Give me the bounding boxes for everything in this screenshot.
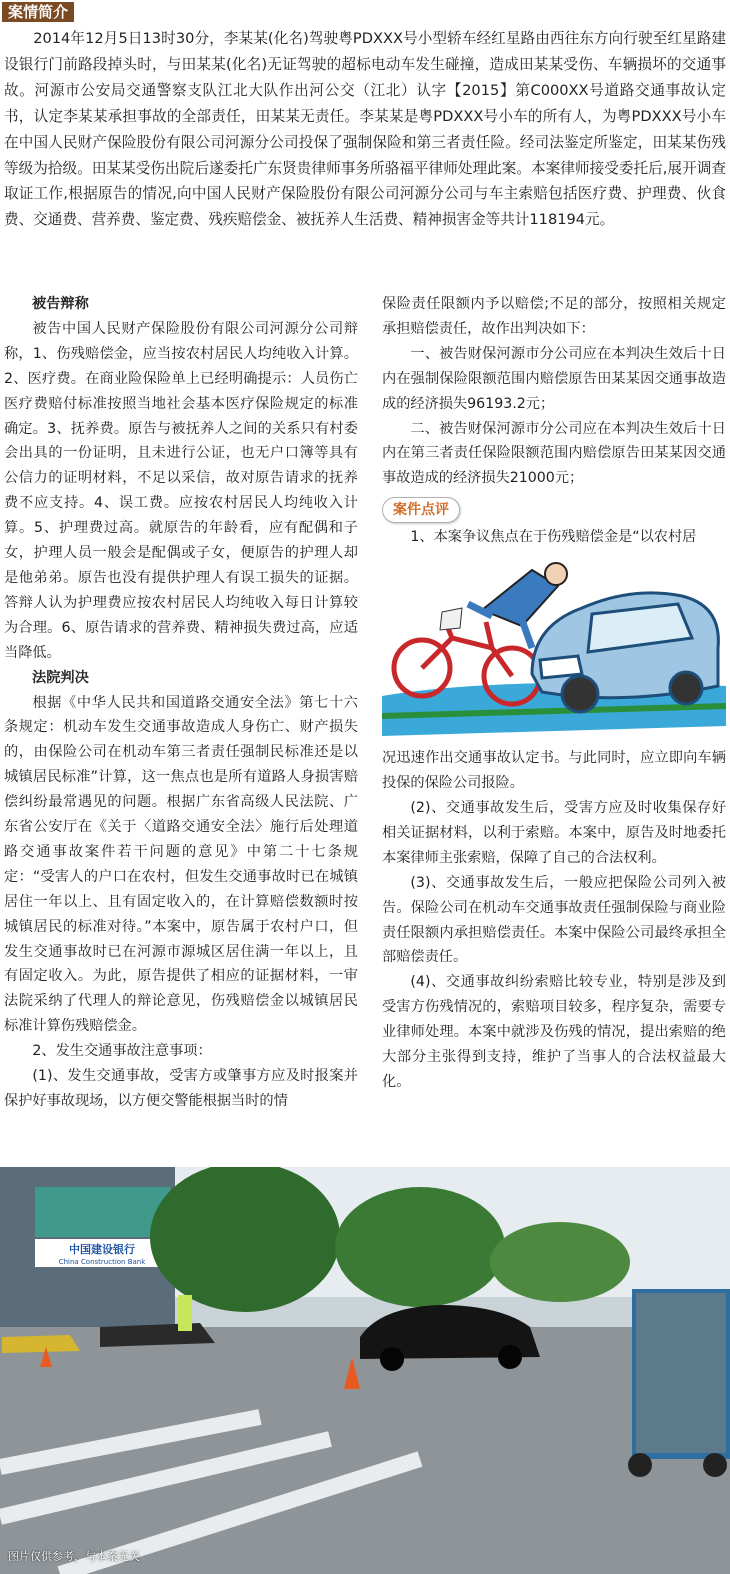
left-column <box>4 292 358 1114</box>
ruling-2: 二、被告财保河源市分公司应在本判决生效后十日内在第三者责任保险限额范围内赔偿原告田某某因交通事故造成的经济损失21000元； <box>382 420 726 487</box>
judgment-text: 根据《中华人民共和国道路交通安全法》第七十六条规定：机动车发生交通事故造成人身伤亡、财产损失的，由保险公司在机动车第三者责任强制民标准还是以城镇居民标准”计算，这一焦点也是所有道路人身损害赔偿纠纷最常遇见的问题。根据广东省高级人民法院、广东省公安厅在《关于〈道路交通安全法〉施行后处理道路交通事故案件若干问题的意见》中第二十七条规定：“受害人的户口在农村，但发生交通事故时已在城镇居住一年以上、且有固定收入的，在计算赔偿数额时按城镇居民的标准对待。”本案中，原告属于农村户口，但发生交通事故时已在河源市源城区居住满一年以上，且有固定收入。为此，原告提供了相应的证据材料，一审法院采纳了代理人的辩论意见，伤残赔偿金以城镇居民标准计算伤残赔偿金。 <box>4 694 358 1035</box>
review-badge: 案件点评 <box>382 497 460 523</box>
bank-sign-en: China Construction Bank <box>58 1258 146 1266</box>
review-badge-row <box>382 491 726 525</box>
accident-cartoon <box>382 556 726 742</box>
right-column <box>382 292 726 1095</box>
judgment-heading: 法院判决 <box>32 669 89 686</box>
defense-text: 被告中国人民财产保险股份有限公司河源分公司辩称，1、伤残赔偿金，应当按农村居民人均纯收入计算。2、医疗费。在商业险保险单上已经明确提示：人员伤亡医疗费赔付标准按照当地社会基本医疗保险规定的标准确定。3、抚养费。原告与被抚养人之间的关系只有村委会出具的一份证明，且未进行公证，也无户口簿等具有公信力的证明材料，不足以采信，故对原告请求的抚养费不应支持。4、误工费。应按农村居民人均纯收入计算。5、护理费过高。就原告的年龄看，应有配偶和子女，护理人员一般会是配偶或子女，便原告的护理人却是他弟弟。原告也没有提供护理人有误工损失的证据。答辩人认为护理费应按农村居民人均纯收入每日计算较为合理。6、原告请求的营养费、精神损失费过高，应适当降低。 <box>4 320 358 661</box>
judgment-continuation: 保险责任限额内予以赔偿;不足的部分，按照相关规定承担赔偿责任，故作出判决如下： <box>382 296 726 337</box>
review-4: (4)、交通事故纠纷索赔比较专业，特别是涉及到受害方伤残情况的，索赔项目较多，程序复杂，需要专业律师处理。本案中就涉及伤残的情况，提出索赔的绝大部分主张得到支持，维护了当事人的合法权益最大化。 <box>382 974 726 1090</box>
photo-caption: 图片仅供参考，与本案无关 <box>8 1550 140 1563</box>
ruling-1: 一、被告财保河源市分公司应在本判决生效后十日内在强制保险限额范围内赔偿原告田某某因交通事故造成的经济损失96193.2元； <box>382 345 726 412</box>
notes-heading: 2、发生交通事故注意事项： <box>32 1043 212 1060</box>
section-title: 案情简介 <box>2 2 74 22</box>
bank-sign-text: 中国建设银行 <box>69 1243 135 1256</box>
case-summary: 2014年12月5日13时30分，李某某(化名)驾驶粤PDXXX号小型轿车经红星路由西往东方向行驶至红星路建设银行门前路段掉头时，与田某某(化名)无证驾驶的超标电动车发生碰撞，造成田某某受伤、车辆损坏的交通事故。河源市公安局交通警察支队江北大队作出河公交（江北）认字【2015】第C000XX号道路交通事故认定书，认定李某某承担事故的全部责任，田某某无责任。李某某是粤PDXXX号小车的所有人，为粤PDXXX号小车在中国人民财产保险股份有限公司河源分公司投保了强制保险和第三者责任险。经司法鉴定所鉴定，田某某伤残等级为拾级。田某某受伤出院后遂委托广东贤贵律师事务所骆福平律师处理此案。本案律师接受委托后,展开调查取证工作,根据原告的情况,向中国人民财产保险股份有限公司河源分公司与车主索赔包括医疗费、护理费、伙食费、交通费、营养费、鉴定费、残疾赔偿金、被抚养人生活费、精神损害金等共计118194元。 <box>4 30 726 229</box>
note-1: (1)、发生交通事故，受害方或肇事方应及时报案并保护好事故现场，以方便交警能根据当时的情 <box>4 1068 358 1109</box>
review-3: (3)、交通事故发生后，一般应把保险公司列入被告。保险公司在机动车交通事故责任强制保险与商业险责任限额内承担赔偿责任。本案中保险公司最终承担全部赔偿责任。 <box>382 874 726 966</box>
review-2: (2)、交通事故发生后，受害方应及时收集保存好相关证据材料，以利于索赔。本案中，原告及时地委托本案律师主张索赔，保障了自己的合法权利。 <box>382 799 726 866</box>
review-continuation: 况迅速作出交通事故认定书。与此同时，应立即向车辆投保的保险公司报险。 <box>382 750 726 792</box>
review-1: 1、本案争议焦点在于伤残赔偿金是“以农村居 <box>410 529 697 546</box>
defense-heading: 被告辩称 <box>32 296 89 312</box>
street-photo <box>0 1167 730 1574</box>
